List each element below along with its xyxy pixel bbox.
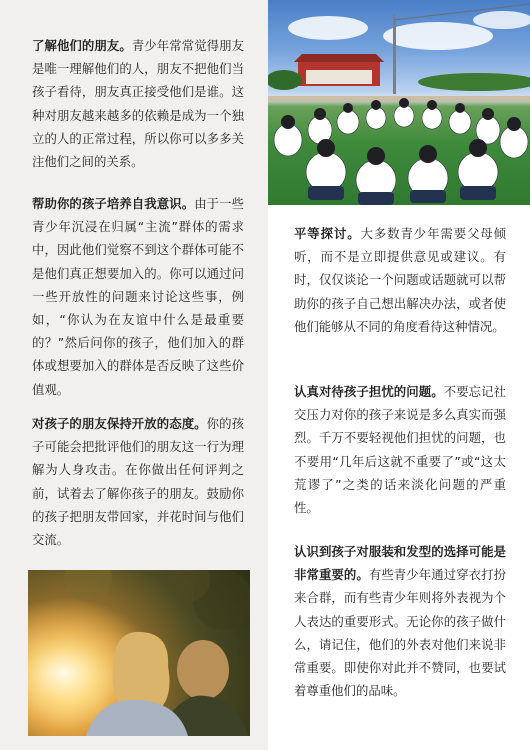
paragraph-text: 有些青少年通过穿衣打扮来合群，而有些青少年则将外表视为个人表达的重要形式。无论你的孩子做什么，请记住，他们的外表对他们来说非常重要。即使你对此并不赞同，也要试着尊重他们的品味。 (294, 567, 507, 699)
paragraph-heading: 了解他们的朋友。 (32, 38, 132, 53)
paragraph-clothing-hairstyle (294, 540, 506, 702)
paragraph-heading: 对孩子的朋友保持开放的态度。 (32, 416, 207, 431)
paragraph-equal-discussion (294, 222, 506, 338)
paragraph-know-friends (32, 34, 244, 173)
paragraph-text: 由于一些青少年沉浸在归属“主流”群体的需求中，因此他们觉察不到这个群体可能不是他们真正想要加入的。你可以通过问一些开放性的问题来讨论这些事，例如，“你认为在友谊中什么是最重要的？”然后问你的孩子，他们加入的群体或想要加入的群体是否反映了这些价值观。 (32, 196, 245, 397)
paragraph-heading: 认真对待孩子担忧的问题。 (294, 384, 444, 399)
paragraph-text: 不要忘记社交压力对你的孩子来说是多么真实而强烈。千万不要轻视他们担忧的问题，也不要用“几年后这就不重要了”或“这太荒谬了”之类的话来淡化问题的严重性。 (294, 384, 507, 516)
paragraph-self-awareness (32, 192, 244, 401)
right-column (268, 0, 530, 750)
photo-girls-sunset-illustration (28, 570, 250, 736)
paragraph-text: 你的孩子可能会把批评他们的朋友这一行为理解为人身攻击。在你做出任何评判之前，试着去了解你孩子的朋友。鼓励你的孩子把朋友带回家，并花时间与他们交流。 (32, 416, 245, 548)
paragraph-heading: 认识到孩子对服装和发型的选择可能是非常重要的。 (294, 544, 506, 583)
paragraph-open-attitude (32, 412, 244, 551)
photo-students-circle-illustration (268, 0, 530, 205)
photo-girls-sunset (28, 570, 250, 736)
paragraph-take-worries-seriously (294, 380, 506, 519)
paragraph-text: 青少年常常觉得朋友是唯一理解他们的人，朋友不把他们当孩子看待，朋友真正接受他们是谁。这种对朋友越来越多的依赖是成为一个独立的人的正常过程，所以你可以多多关注他们之间的关系。 (32, 38, 245, 170)
paragraph-heading: 帮助你的孩子培养自我意识。 (32, 196, 195, 211)
paragraph-text: 大多数青少年需要父母倾听，而不是立即提供意见或建议。有时，仅仅谈论一个问题或话题就可以帮助你的孩子自己想出解决办法，或者使他们能够从不同的角度看待这种情况。 (294, 226, 507, 334)
paragraph-heading: 平等探讨。 (294, 226, 361, 241)
photo-students-circle (268, 0, 530, 205)
